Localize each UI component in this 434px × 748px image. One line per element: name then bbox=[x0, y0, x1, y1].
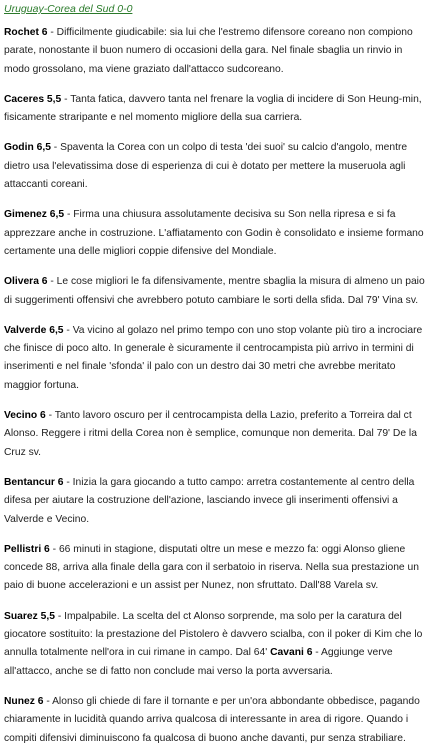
player-rating-nunez bbox=[4, 693, 430, 748]
player-comment: - Tanto lavoro oscuro per il centrocampista della Lazio, preferito a Torreira dal ct Alonso. Reggere i ritmi della Corea non è semplice, comunque non demerita. Dal 79' De la Cruz sv. bbox=[4, 410, 417, 458]
substitute-rating: Cavani 6 bbox=[270, 647, 313, 659]
player-rating-rochet bbox=[4, 24, 430, 79]
player-comment: - Alonso gli chiede di fare il tornante e per un'ora abbondante obbedisce, pagando chiaramente in lucidità quando arriva qualcosa di interessante in area di rigore. Quando i compiti difensivi diminuiscono fa qualcosa di buono anche davanti, pur senza strabiliare. bbox=[4, 695, 420, 744]
player-rating-vecino bbox=[4, 407, 430, 462]
player-comment: - Le cose migliori le fa difensivamente, mentre sbaglia la misura di almeno un paio di suggerimenti offensivi che avrebbero potuto cambiare le sorti della sfida. Dal 79' Vina sv. bbox=[4, 276, 425, 306]
player-rating-caceres bbox=[4, 91, 430, 128]
substitute-comment: - Aggiunge verve all'attacco, anche se di fatto non conclude mai verso la porta avversaria. bbox=[4, 647, 393, 677]
player-name: Nunez 6 bbox=[4, 695, 44, 707]
player-rating-suarez bbox=[4, 608, 430, 681]
player-comment: - Firma una chiusura assolutamente decisiva su Son nella ripresa e si fa apprezzare anche in costruzione. L'affiatamento con Godin è consolidato e insieme formano certamente una delle migliori coppie difensive del Mondiale. bbox=[4, 209, 424, 257]
player-rating-olivera bbox=[4, 273, 430, 310]
player-comment: - Va vicino al golazo nel primo tempo con uno stop volante più tiro a incrociare che finisce di poco alto. In generale è sicuramente il centrocampista più arrivo in termini di inserimenti e nel finale 'sfonda' il palo con un destro dai 30 metri che avrebbe meritato maggior fortuna. bbox=[4, 324, 423, 391]
player-name: Vecino 6 bbox=[4, 410, 46, 422]
player-comment: - Impalpabile. La scelta del ct Alonso sorprende, ma solo per la caratura del giocatore sostituito: la prestazione del Pistolero è davvero scialba, con il poker di Kim che lo annulla totalmente nell'ora in cui rimane in campo. Dal 64' bbox=[4, 610, 423, 659]
player-rating-gimenez bbox=[4, 206, 430, 261]
player-comment: - 66 minuti in stagione, disputati oltre un mese e mezzo fa: oggi Alonso gliene concede 88, arriva alla finale della gara con il serbatoio in riserva. Nella sua prestazione un paio di buone accelerazioni e un assist per Nunez, non sfruttato. Dall'88 Varela sv. bbox=[4, 543, 419, 592]
player-name: Rochet 6 bbox=[4, 27, 48, 38]
player-rating-pellistri bbox=[4, 541, 430, 596]
player-name: Godin 6,5 bbox=[4, 142, 51, 154]
player-name: Bentancur 6 bbox=[4, 476, 64, 488]
player-name: Suarez 5,5 bbox=[4, 610, 55, 622]
player-comment: - Tanta fatica, davvero tanta nel frenare la voglia di incidere di Son Heung-min, fisicamente straripante e nel momento migliore della sua carriera. bbox=[4, 93, 422, 124]
player-rating-godin bbox=[4, 139, 430, 194]
player-name: Gimenez 6,5 bbox=[4, 209, 65, 221]
player-comment: - Spaventa la Corea con un colpo di testa 'dei suoi' su calcio d'angolo, mentre dietro usa l'elevatissima dose di esperienza di cui è dotato per mettere la museruola agli attaccanti coreani. bbox=[4, 142, 408, 191]
player-rating-bentancur bbox=[4, 474, 430, 529]
player-name: Pellistri 6 bbox=[4, 543, 50, 555]
player-comment: - Difficilmente giudicabile: sia lui che l'estremo difensore coreano non compiono parate, nonostante il buon numero di occasioni della gara. Nel finale sbaglia un rinvio in modo grossolano, ma viene graziato dall'attacco sudcoreano. bbox=[4, 27, 413, 75]
player-rating-valverde bbox=[4, 322, 430, 395]
article-title-link[interactable]: Uruguay-Corea del Sud 0-0 bbox=[4, 3, 133, 15]
player-name: Olivera 6 bbox=[4, 276, 48, 288]
player-name: Caceres 5,5 bbox=[4, 93, 62, 105]
player-name: Valverde 6,5 bbox=[4, 324, 64, 336]
player-comment: - Inizia la gara giocando a tutto campo: arretra costantemente al centro della difesa per aiutare la costruzione dell'azione, lasciando invece gli inserimenti offensivi a Valverde e Vecino. bbox=[4, 476, 415, 525]
